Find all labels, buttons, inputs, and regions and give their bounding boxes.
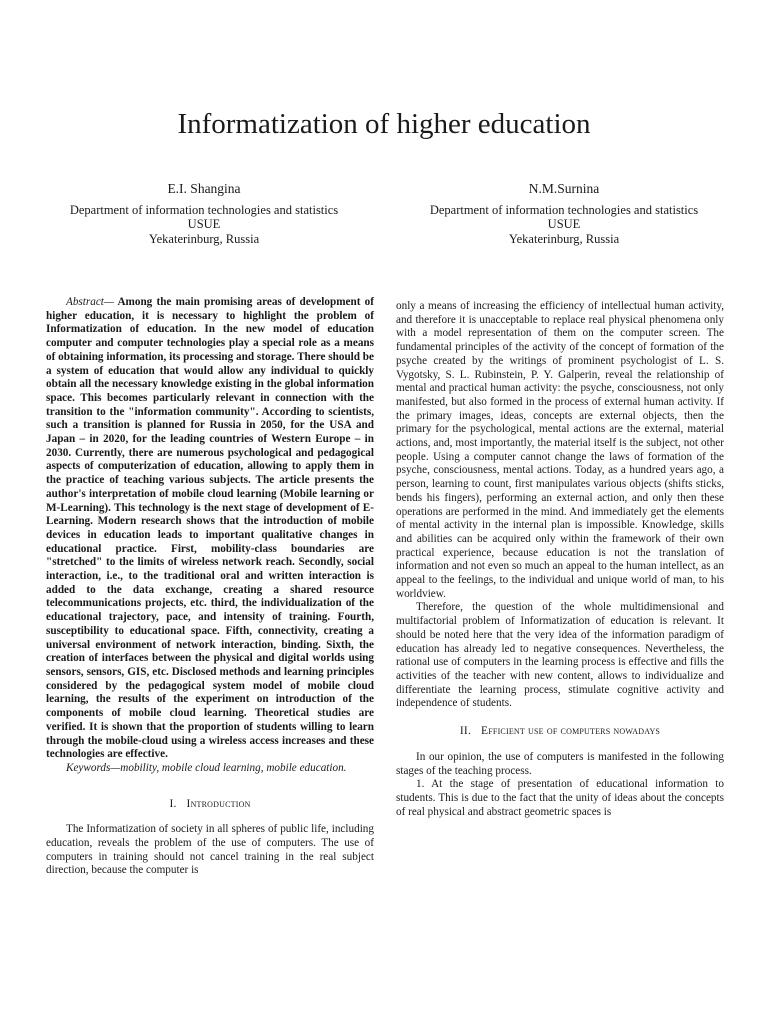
author-organization: USUE [547,217,581,231]
author-block-2 [404,182,724,246]
abstract-label: Abstract— [66,296,114,308]
body-paragraph: 1. At the stage of presentation of educational information to students. This is due to the fact that the unity of ideas about the concepts of real physical and abstract geometric spaces is [396,778,724,818]
body-paragraph: only a means of increasing the efficiency of intellectual human activity, and therefore it is unacceptable to replace real physical phenomena only with a model representation of them on the computer screen. The fundamental principles of the activity of the concept of formation of the psyche created by the writings of prominent psychologist of L. S. Vygotsky, S. L. Rubinstein, P. Y. Galperin, reveal the relationship of mental and practical human activity: the psyche, consciousness, not only manifested, but also formed in the process of external human activity. If the primary images, ideas, concepts are external objects, then the primary for the psychological, mental actions are the external, material actions, and, most importantly, the material itself is the subject, not other people. Using a computer cannot change the laws of formation of the psyche, consciousness, mental actions. Today, as a hundred years ago, a person, learning to count, first manipulates various objects (shifts sticks, bends his fingers), performing an external action, and only then these operations are performed in the mind. And immediately get the elements of mental activity in the internal plan is impossible. Knowledge, skills and abilities can be acquired only within the framework of their own practical experience, because education is not the translation of information and not even so much an appeal to the human intellect, as an appeal to the feelings, to the individual and unique world of man, to his worldview. [396,300,724,600]
abstract [46,296,374,762]
author-block-1 [44,182,364,246]
author-city: Yekaterinburg, Russia [508,231,620,246]
body-paragraph: In our opinion, the use of computers is manifested in the following stages of the teaching process. [396,750,724,777]
abstract-text: Among the main promising areas of development of higher education, it is necessary to highlight the problem of Informatization of education. In the new model of education computer and computer technologies play a special role as a means of obtaining information, its processing and storage. There should be a system of education that would allow any individual to quickly obtain all the necessary knowledge existing in the global information space. This becomes particularly relevant in connection with the transition to the "information community". According to scientists, such a transition is planned for Russia in 2050, for the USA and Japan – in 2020, for the leading countries of Western Europe – in 2030. Currently, there are numerous psychological and pedagogical aspects of computerization of education, allowing to apply them in the practice of teaching various subjects. The article presents the author's interpretation of mobile cloud learning (Mobile learning or M-Learning). This technology is the next stage of development of E-Learning. Modern research shows that the introduction of mobile devices in education leads to important qualitative changes in educational practice. First, mobility-class boundaries are "stretched" to the limits of wireless network reach. Secondly, social interaction, i.e., to the traditional oral and written interaction is added to the data exchange, creating a shared resource telecommunications projects, etc. third, the individualization of the educational trajectory, pace, and intensity of training. Fourth, susceptibility to educational space. Fifth, connectivity, creating a universal environment of network interaction, binding. Sixth, the creation of interfaces between the physical and digital worlds using sensors, sensors, GIS, etc. Disclosed methods and learning principles considered by the pedagogical system model of mobile cloud learning, the results of the experiment on introduction of the components of mobile cloud learning. Theoretical studies are verified. It is shown that the proportion of students willing to learn through the mobile-cloud using a wireless access increases and these technologies are effective. [46,296,374,761]
section-title: Introduction [186,797,251,810]
paper-title: Informatization of higher education [177,108,591,140]
section-heading-introduction [46,798,374,812]
section-number: II. [459,725,472,738]
section-title: Efficient use of computers nowadays [481,725,661,738]
author-organization: USUE [187,217,221,231]
right-column [396,300,724,819]
section-heading-efficient-use [396,725,724,739]
body-paragraph: Therefore, the question of the whole multidimensional and multifactorial problem of Informatization of education is relevant. It should be noted here that the very idea of the information paradigm of education has already led to negative consequences. Nevertheless, the rational use of computers in the learning process is effective and fills the activities of the teacher with new content, allows to individualize and differentiate the learning process, stimulate cognitive activity and independence of students. [396,601,724,710]
author-name: N.M.Surnina [528,181,600,196]
section-number: I. [169,797,177,810]
left-column [46,296,374,878]
keywords: Keywords—mobility, mobile cloud learning, mobile education. [66,761,347,774]
body-paragraph: The Informatization of society in all spheres of public life, including education, reveals the problem of the use of computers. The use of computers in training should not cancel training in the real subject direction, because the computer is [46,823,374,877]
author-department: Department of information technologies and statistics [69,202,339,217]
author-department: Department of information technologies and statistics [429,202,699,217]
author-city: Yekaterinburg, Russia [148,231,260,246]
author-name: E.I. Shangina [167,181,241,196]
